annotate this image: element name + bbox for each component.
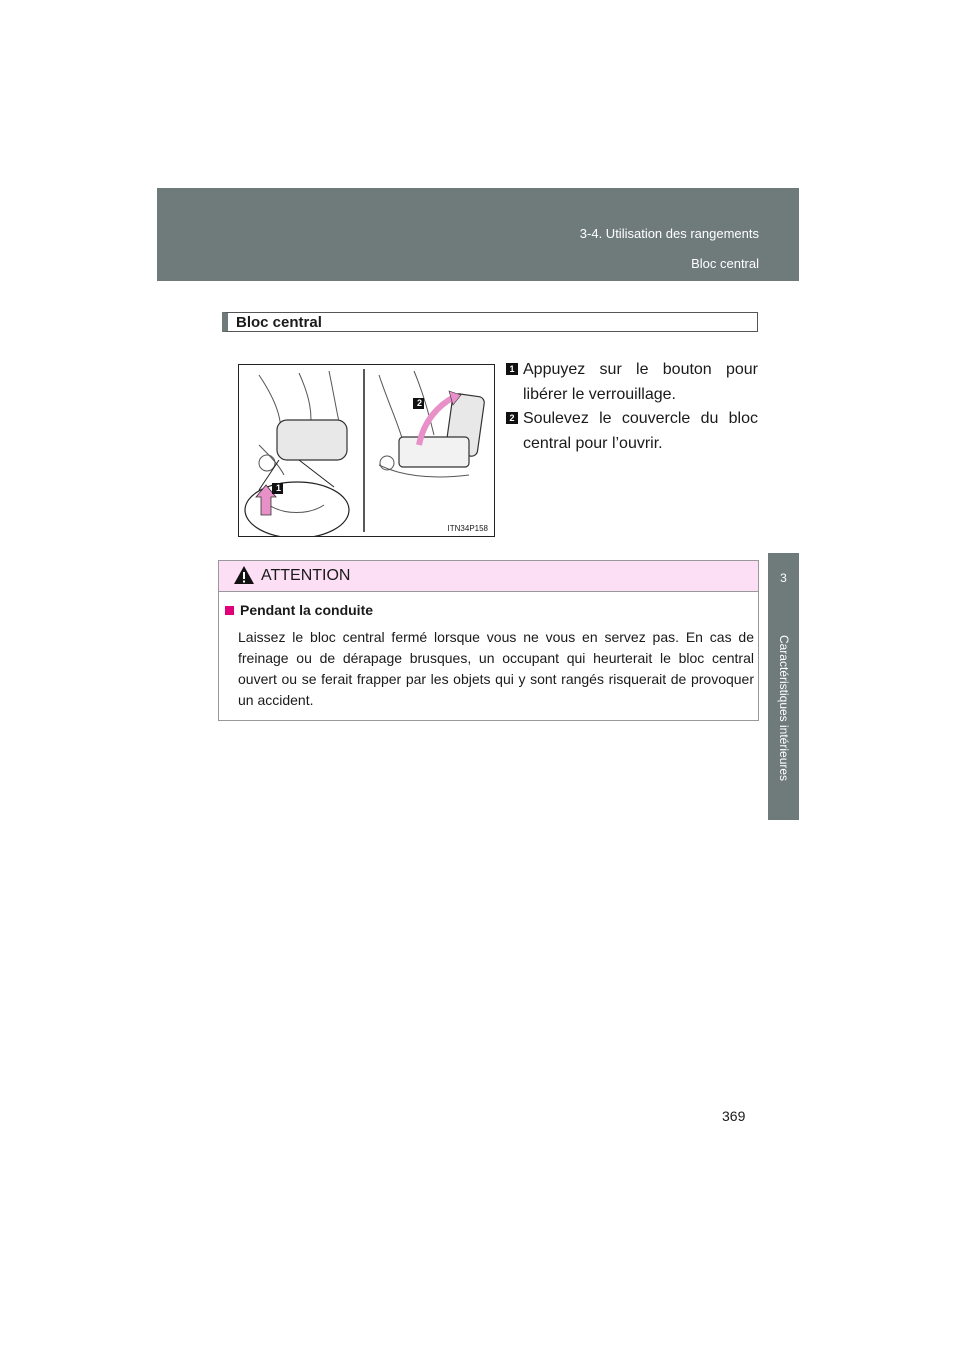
chapter-side-label: Caractéristiques intérieures	[777, 634, 791, 782]
caution-heading-row	[225, 602, 373, 618]
step-1-text: Appuyez sur le bouton pour libérer le verrouillage.	[523, 361, 758, 403]
step-2-badge: 2	[506, 412, 518, 424]
section-label: Bloc central	[691, 256, 759, 271]
console-illustration	[238, 364, 495, 537]
figure-code: ITN34P158	[447, 524, 488, 533]
callout-1-label: 1	[275, 483, 281, 493]
page-number: 369	[722, 1108, 746, 1124]
caution-heading: Pendant la conduite	[240, 602, 374, 618]
page-header	[157, 188, 799, 281]
bullet-square-icon	[225, 606, 234, 615]
illustration-drawing	[239, 365, 494, 536]
caution-header	[219, 561, 758, 592]
step-2-text: Soulevez le couvercle du bloc central pour l’ouvrir.	[523, 410, 758, 452]
chapter-label: 3-4. Utilisation des rangements	[579, 226, 759, 241]
section-title: Bloc central	[236, 314, 322, 331]
warning-icon	[233, 565, 255, 585]
chapter-side-tab	[768, 553, 799, 820]
caution-body: Laissez le bloc central fermé lorsque vous ne vous en servez pas. En cas de freinage ou de dérapage brusques, un occupant qui heurterait le bloc central ouvert ou se ferait frapper par les objets qui y sont rangés risquerait de provoquer un accident.	[238, 629, 754, 708]
caution-title: ATTENTION	[261, 567, 351, 584]
callout-2-label: 2	[416, 398, 422, 408]
step-1-badge: 1	[506, 363, 518, 375]
caution-box	[218, 560, 759, 721]
step-2	[506, 406, 758, 456]
chapter-number: 3	[780, 571, 787, 585]
step-1	[506, 357, 758, 407]
section-title-box	[222, 312, 758, 332]
